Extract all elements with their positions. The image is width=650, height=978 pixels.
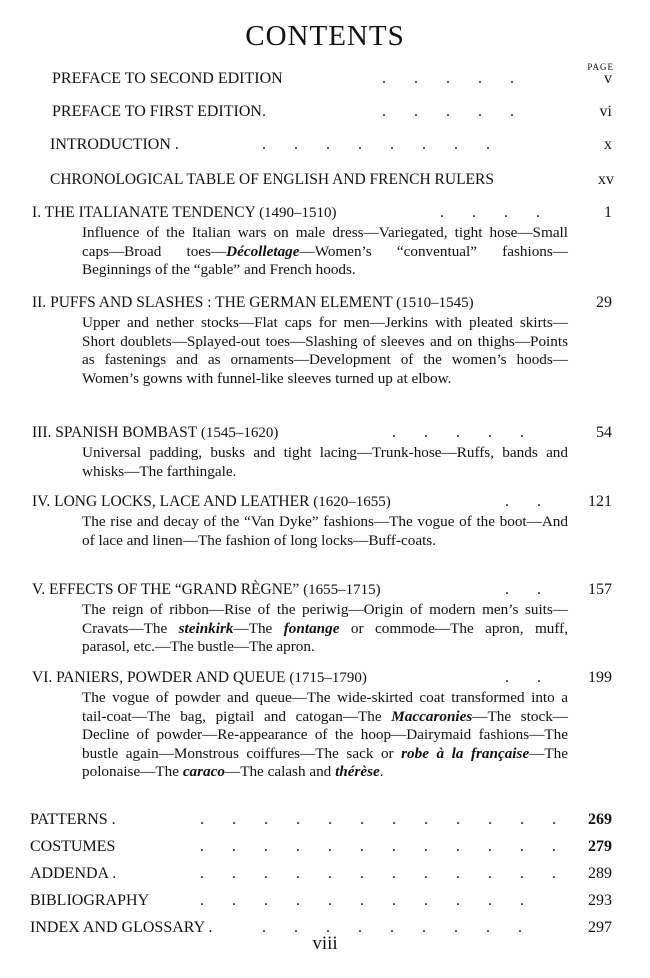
chapter-description bbox=[82, 224, 568, 280]
dot-leader: . . . . . . . . . . . . bbox=[200, 811, 556, 828]
entry-page: 199 bbox=[588, 669, 612, 686]
description-text: Upper and nether stocks—Flat caps for men—Jerkins with pleated skirts—Short doublets—Splayed-out toes—Slashing of sleeves and on thighs—Points as fastenings and as ornaments—Development of the women’s hoods—Women’s gowns with funnel-like sleeves turned up at elbow. bbox=[82, 314, 568, 387]
description-text: —Women’s “conventual” fashions—Beginnings of the “gable” and French hoods. bbox=[82, 242, 568, 279]
toc-entry-chapter-1[interactable] bbox=[0, 201, 650, 225]
entry-years: (1545–1620) bbox=[200, 425, 279, 441]
description-text: —The polonaise—The bbox=[82, 744, 568, 781]
entry-page: v bbox=[604, 70, 612, 87]
italic-term: Décolletage bbox=[226, 242, 300, 260]
page-column-label: PAGE bbox=[587, 62, 614, 72]
chapter-description bbox=[82, 314, 568, 388]
toc-entry-preface-second[interactable] bbox=[0, 67, 650, 91]
entry-page: vi bbox=[599, 103, 612, 120]
chapter-description bbox=[82, 444, 568, 481]
italic-term: steinkirk bbox=[178, 619, 234, 637]
entry-label: PREFACE TO FIRST EDITION. bbox=[52, 103, 266, 120]
entry-label: I. THE ITALIANATE TENDENCY (1490–1510) bbox=[32, 204, 337, 221]
entry-years: (1715–1790) bbox=[289, 670, 367, 686]
entry-page: 121 bbox=[588, 493, 612, 510]
dot-leader: . . . . . . . . . . . . bbox=[200, 865, 556, 882]
toc-entry-patterns[interactable] bbox=[0, 808, 650, 832]
toc-entry-bibliography[interactable] bbox=[0, 889, 650, 913]
entry-page: xv bbox=[598, 171, 614, 188]
toc-entry-chapter-6[interactable] bbox=[0, 666, 650, 690]
italic-term: robe à la française bbox=[401, 744, 530, 762]
chapter-description bbox=[82, 689, 568, 782]
dot-leader: . . . . . . . . . bbox=[262, 919, 522, 936]
entry-page: 269 bbox=[588, 811, 612, 828]
description-text: Influence of the Italian wars on male dress—Variegated, tight hose—Small caps—Broad toes— bbox=[82, 224, 568, 260]
dot-leader: . . . . . . . . . . . bbox=[200, 892, 524, 909]
toc-entry-costumes[interactable] bbox=[0, 835, 650, 859]
dot-leader: . . bbox=[505, 493, 541, 510]
entry-page: 297 bbox=[588, 919, 612, 936]
dot-leader: . . . . . bbox=[382, 103, 514, 120]
dot-leader: . . . . . . . . bbox=[262, 136, 490, 153]
entry-page: 1 bbox=[604, 204, 612, 221]
entry-years: (1655–1715) bbox=[303, 582, 381, 598]
entry-page: 157 bbox=[588, 581, 612, 598]
dot-leader: . . bbox=[505, 669, 541, 686]
description-text: Universal padding, busks and tight lacing—Trunk-hose—Ruffs, bands and whisks—The farthingale. bbox=[82, 444, 568, 480]
toc-entry-preface-first[interactable] bbox=[0, 100, 650, 124]
page-number: viii bbox=[312, 933, 338, 954]
entry-years: (1490–1510) bbox=[259, 205, 337, 221]
description-text: —The bbox=[233, 619, 284, 637]
description-text: —The calash and bbox=[225, 763, 336, 781]
entry-label: INDEX AND GLOSSARY . bbox=[30, 919, 213, 936]
entry-label: ADDENDA . bbox=[30, 865, 117, 882]
italic-term: fontange bbox=[283, 619, 340, 637]
entry-label: COSTUMES bbox=[30, 838, 116, 855]
entry-label: VI. PANIERS, POWDER AND QUEUE (1715–1790) bbox=[32, 669, 367, 686]
italic-term: Maccaronies bbox=[391, 707, 473, 725]
entry-page: 279 bbox=[588, 838, 612, 855]
chapter-description bbox=[82, 601, 568, 657]
entry-page: 289 bbox=[588, 865, 612, 882]
entry-years: (1620–1655) bbox=[313, 494, 391, 510]
dot-leader: . . . . . . . . . . . . bbox=[200, 838, 556, 855]
entry-label: III. SPANISH BOMBAST (1545–1620) bbox=[32, 424, 279, 441]
description-text: —The stock—Decline of powder—Re-appearance of the hoop—Dairymaid fashions—The bustle again—Monstrous coiffures—The sack or bbox=[82, 707, 568, 762]
italic-term: thérèse bbox=[335, 763, 380, 781]
dot-leader: . . . . . bbox=[392, 424, 524, 441]
toc-entry-chapter-2[interactable] bbox=[0, 291, 650, 315]
entry-years: (1510–1545) bbox=[396, 295, 474, 311]
entry-page: x bbox=[604, 136, 612, 153]
entry-page: 293 bbox=[588, 892, 612, 909]
entry-label: CHRONOLOGICAL TABLE OF ENGLISH AND FRENCH RULERS bbox=[50, 171, 494, 188]
toc-entry-introduction[interactable] bbox=[0, 133, 650, 157]
toc-entry-chapter-4[interactable] bbox=[0, 490, 650, 514]
dot-leader: . . . . . bbox=[382, 70, 514, 87]
description-text: or commode—The apron, muff, parasol, etc.—The bustle—The apron. bbox=[82, 619, 568, 656]
toc-entry-addenda[interactable] bbox=[0, 862, 650, 886]
toc-entry-chronological-table[interactable] bbox=[0, 168, 650, 192]
entry-page: 29 bbox=[596, 294, 612, 311]
description-text: The reign of ribbon—Rise of the periwig—Origin of modern men’s suits—Cravats—The bbox=[82, 601, 568, 637]
toc-entry-chapter-3[interactable] bbox=[0, 421, 650, 445]
entry-label: V. EFFECTS OF THE “GRAND RÈGNE” (1655–1715) bbox=[32, 581, 381, 598]
chapter-description bbox=[82, 513, 568, 550]
dot-leader: . . bbox=[505, 581, 541, 598]
toc-entry-chapter-5[interactable] bbox=[0, 578, 650, 602]
entry-label: II. PUFFS AND SLASHES : THE GERMAN ELEMENT (1510–1545) bbox=[32, 294, 474, 311]
description-text: . bbox=[379, 763, 384, 781]
entry-page: 54 bbox=[596, 424, 612, 441]
entry-label: IV. LONG LOCKS, LACE AND LEATHER (1620–1655) bbox=[32, 493, 391, 510]
entry-label: INTRODUCTION . bbox=[50, 136, 179, 153]
entry-label: PATTERNS . bbox=[30, 811, 116, 828]
italic-term: caraco bbox=[182, 763, 225, 781]
description-text: The vogue of powder and queue—The wide-skirted coat transformed into a tail-coat—The bag, pigtail and catogan—The bbox=[82, 689, 568, 725]
entry-label: BIBLIOGRAPHY bbox=[30, 892, 150, 909]
description-text: The rise and decay of the “Van Dyke” fashions—The vogue of the boot—And of lace and linen—The fashion of long locks—Buff-coats. bbox=[82, 513, 568, 549]
dot-leader: . . . . bbox=[440, 204, 540, 221]
entry-label: PREFACE TO SECOND EDITION bbox=[52, 70, 283, 87]
page-title: CONTENTS bbox=[245, 20, 405, 52]
